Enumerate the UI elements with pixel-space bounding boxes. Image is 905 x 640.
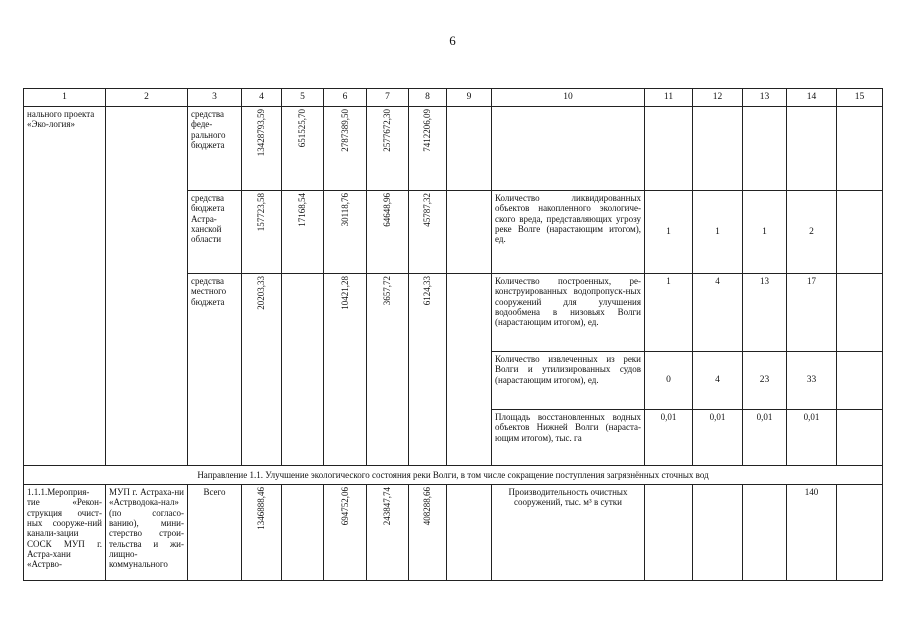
- target-cell: [645, 485, 693, 581]
- funding-source-cell: средства местного бюджета: [188, 274, 242, 466]
- value-cell: 17168,54: [282, 191, 324, 274]
- column-number: 7: [367, 89, 409, 107]
- executor-cell: МУП г. Астраха-ни «Астрводока-нал» (по согласо-ванию), мини-стерство строи-тельства и жи-лищно-коммунального: [106, 485, 188, 581]
- target-cell: 33: [787, 352, 837, 410]
- table-row: [24, 466, 883, 485]
- value-cell: 2577672,30: [367, 107, 409, 191]
- program-table: [23, 88, 883, 581]
- column-number: 1: [24, 89, 106, 107]
- target-cell: [743, 485, 787, 581]
- value-cell: 157723,58: [242, 191, 282, 274]
- target-cell: 1: [645, 191, 693, 274]
- value-cell: 45787,32: [409, 191, 447, 274]
- value-cell: 6124,33: [409, 274, 447, 466]
- value-cell: 30118,76: [324, 191, 367, 274]
- target-cell: [837, 410, 883, 466]
- value-cell: 651525,70: [282, 107, 324, 191]
- value-cell: 13428793,59: [242, 107, 282, 191]
- page-number: 6: [449, 33, 456, 48]
- column-number: 4: [242, 89, 282, 107]
- target-cell: [645, 107, 693, 191]
- target-cell: 17: [787, 274, 837, 352]
- value-cell: [447, 107, 492, 191]
- target-cell: 140: [787, 485, 837, 581]
- value-cell: 694752,06: [324, 485, 367, 581]
- indicator-cell: Площадь восстановленных водных объектов Нижней Волги (нараста-ющим итогом), тыс. га: [492, 410, 645, 466]
- funding-source-cell: средства феде-рального бюджета: [188, 107, 242, 191]
- value-cell: [282, 485, 324, 581]
- target-cell: [693, 107, 743, 191]
- target-cell: 4: [693, 352, 743, 410]
- target-cell: [837, 485, 883, 581]
- measure-name-cell: 1.1.1.Мероприя-тие «Рекон-струкция очист-ных сооруже-ний канали-зации СОСК МУП г. Астра-хани «Астрво-: [24, 485, 106, 581]
- value-cell: 243847,74: [367, 485, 409, 581]
- target-cell: 1: [693, 191, 743, 274]
- target-cell: [787, 107, 837, 191]
- column-number: 8: [409, 89, 447, 107]
- target-cell: 0,01: [645, 410, 693, 466]
- funding-source-cell: Всего: [188, 485, 242, 581]
- indicator-cell: Количество извлеченных из реки Волги и утилизированных судов (нарастающим итогом), ед.: [492, 352, 645, 410]
- value-cell: [447, 274, 492, 466]
- value-cell: 408288,66: [409, 485, 447, 581]
- target-cell: 1: [645, 274, 693, 352]
- target-cell: [693, 485, 743, 581]
- value-cell: 10421,28: [324, 274, 367, 466]
- funding-source-cell: средства бюджета Астра-ханской области: [188, 191, 242, 274]
- column-number: 9: [447, 89, 492, 107]
- target-cell: [837, 274, 883, 352]
- column-number-row: [24, 89, 883, 107]
- column-number: 13: [743, 89, 787, 107]
- column-number: 10: [492, 89, 645, 107]
- value-cell: [447, 191, 492, 274]
- value-cell: 3657,72: [367, 274, 409, 466]
- table-row: [24, 485, 883, 581]
- target-cell: [837, 191, 883, 274]
- column-number: 5: [282, 89, 324, 107]
- value-cell: 1346888,46: [242, 485, 282, 581]
- value-cell: 7412206,09: [409, 107, 447, 191]
- column-number: 2: [106, 89, 188, 107]
- target-cell: 1: [743, 191, 787, 274]
- target-cell: 0,01: [787, 410, 837, 466]
- indicator-cell: Количество ликвидированных объектов накопленного экологиче-ского вреда, представляющих угрозу реке Волге (нарастающим итогом), ед.: [492, 191, 645, 274]
- target-cell: 0: [645, 352, 693, 410]
- target-cell: 23: [743, 352, 787, 410]
- value-cell: 64648,96: [367, 191, 409, 274]
- target-cell: 0,01: [743, 410, 787, 466]
- target-cell: 0,01: [693, 410, 743, 466]
- target-cell: 13: [743, 274, 787, 352]
- column-number: 3: [188, 89, 242, 107]
- value-cell: 2787389,50: [324, 107, 367, 191]
- indicator-cell: Производительность очистных сооружений, тыс. м³ в сутки: [492, 485, 645, 581]
- value-cell: [447, 485, 492, 581]
- value-cell: [282, 274, 324, 466]
- value-cell: 20203,33: [242, 274, 282, 466]
- table-row: [24, 107, 883, 191]
- indicator-cell: [492, 107, 645, 191]
- column-number: 15: [837, 89, 883, 107]
- target-cell: [837, 107, 883, 191]
- project-name-cell: нального проекта «Эко-логия»: [24, 107, 106, 466]
- column-number: 11: [645, 89, 693, 107]
- indicator-cell: Количество построенных, ре-конструированных водопропуск-ных сооружений для улучшения водообмена в низовьях Волги (нарастающим итогом), ед.: [492, 274, 645, 352]
- direction-heading: Направление 1.1. Улучшение экологического состояния реки Волги, в том числе сокращение поступления загрязнённых сточных вод: [24, 466, 883, 485]
- target-cell: 2: [787, 191, 837, 274]
- target-cell: [743, 107, 787, 191]
- target-cell: [837, 352, 883, 410]
- column-number: 6: [324, 89, 367, 107]
- executor-cell: [106, 107, 188, 466]
- column-number: 12: [693, 89, 743, 107]
- target-cell: 4: [693, 274, 743, 352]
- column-number: 14: [787, 89, 837, 107]
